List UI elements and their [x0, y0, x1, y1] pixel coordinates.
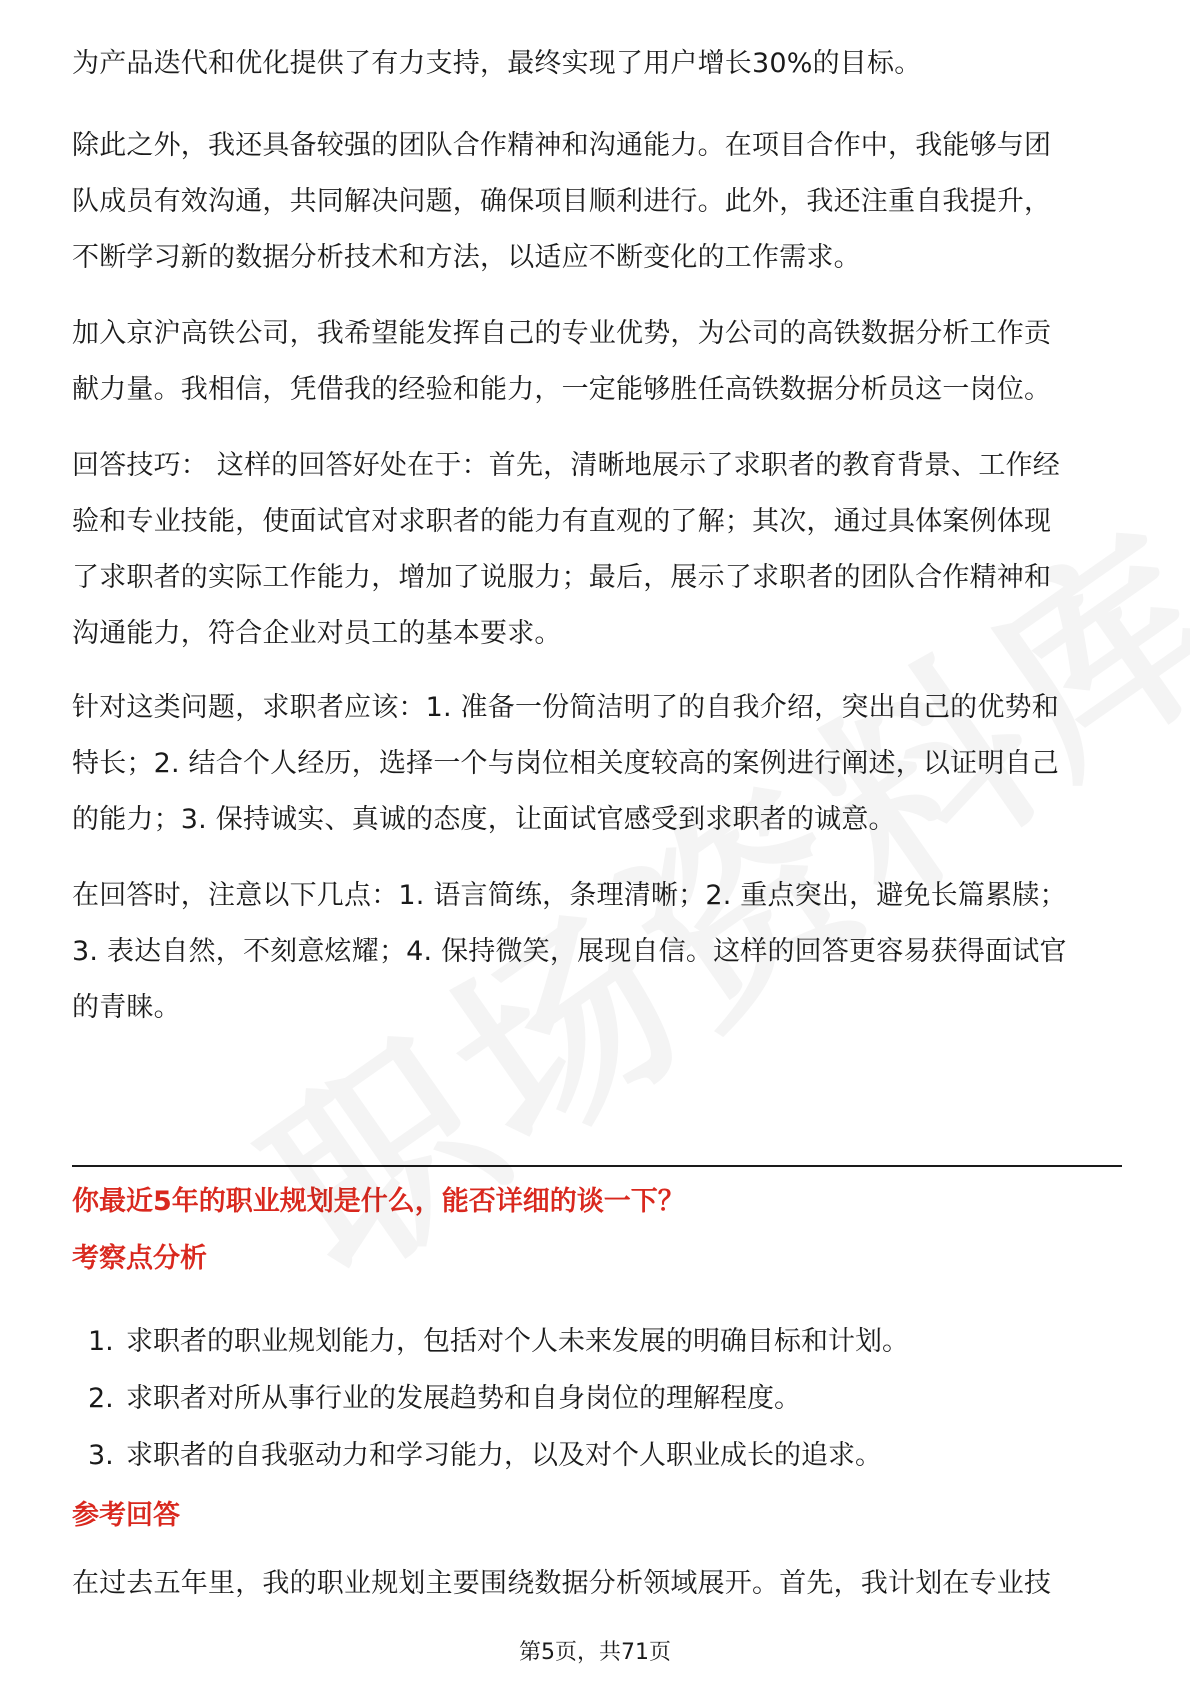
analysis-list [72, 1313, 1122, 1484]
list-number: 3. [88, 1440, 114, 1471]
page-footer: 第5页，共71页 [519, 1640, 671, 1665]
text-line: 为产品迭代和优化提供了有力支持，最终实现了用户增长30%的目标。 [72, 48, 922, 79]
paragraph-3 [72, 306, 1122, 418]
reference-answer-heading: 参考回答 [72, 1500, 180, 1531]
text-line: 的青睐。 [72, 992, 181, 1023]
list-item [72, 1370, 1122, 1427]
analysis-heading: 考察点分析 [72, 1243, 207, 1274]
paragraph-6 [72, 868, 1122, 1036]
paragraph-1 [72, 36, 1122, 92]
paragraph-reference-answer [72, 1556, 1122, 1612]
text-line: 队成员有效沟通，共同解决问题，确保项目顺利进行。此外，我还注重自我提升， [72, 186, 1052, 217]
text-line: 在回答时，注意以下几点：1. 语言简练，条理清晰；2. 重点突出，避免长篇累牍； [72, 880, 1067, 911]
list-item [72, 1313, 1122, 1370]
text-line: 针对这类问题，求职者应该：1. 准备一份简洁明了的自我介绍，突出自己的优势和 [72, 692, 1059, 723]
text-line: 特长；2. 结合个人经历，选择一个与岗位相关度较高的案例进行阐述，以证明自己 [72, 748, 1059, 779]
paragraph-5 [72, 680, 1122, 848]
text-line: 在过去五年里，我的职业规划主要围绕数据分析领域展开。首先，我计划在专业技 [72, 1568, 1052, 1599]
text-line: 除此之外，我还具备较强的团队合作精神和沟通能力。在项目合作中，我能够与团 [72, 130, 1052, 161]
paragraph-answer-tips [72, 438, 1122, 662]
list-number: 1. [88, 1326, 114, 1357]
document-page [72, 0, 1122, 1684]
text-line: 加入京沪高铁公司，我希望能发挥自己的专业优势，为公司的高铁数据分析工作贡 [72, 318, 1052, 349]
text-line: 的能力；3. 保持诚实、真诚的态度，让面试官感受到求职者的诚意。 [72, 804, 896, 835]
text-line: 回答技巧： 这样的回答好处在于：首先，清晰地展示了求职者的教育背景、工作经 [72, 450, 1060, 481]
text-line: 3. 表达自然，不刻意炫耀；4. 保持微笑，展现自信。这样的回答更容易获得面试官 [72, 936, 1067, 967]
list-number: 2. [88, 1383, 114, 1414]
list-item-text: 求职者的自我驱动力和学习能力，以及对个人职业成长的追求。 [126, 1440, 882, 1471]
text-line: 验和专业技能，使面试官对求职者的能力有直观的了解；其次，通过具体案例体现 [72, 506, 1052, 537]
text-line: 不断学习新的数据分析技术和方法，以适应不断变化的工作需求。 [72, 242, 861, 273]
list-item-text: 求职者对所从事行业的发展趋势和自身岗位的理解程度。 [126, 1383, 801, 1414]
question-heading: 你最近5年的职业规划是什么，能否详细的谈一下？ [72, 1186, 685, 1217]
text-line: 献力量。我相信，凭借我的经验和能力，一定能够胜任高铁数据分析员这一岗位。 [72, 374, 1052, 405]
text-line: 沟通能力，符合企业对员工的基本要求。 [72, 618, 562, 649]
paragraph-2 [72, 118, 1122, 286]
list-item [72, 1427, 1122, 1484]
list-item-text: 求职者的职业规划能力，包括对个人未来发展的明确目标和计划。 [126, 1326, 909, 1357]
section-divider [72, 1165, 1122, 1167]
text-line: 了求职者的实际工作能力，增加了说服力；最后，展示了求职者的团队合作精神和 [72, 562, 1052, 593]
